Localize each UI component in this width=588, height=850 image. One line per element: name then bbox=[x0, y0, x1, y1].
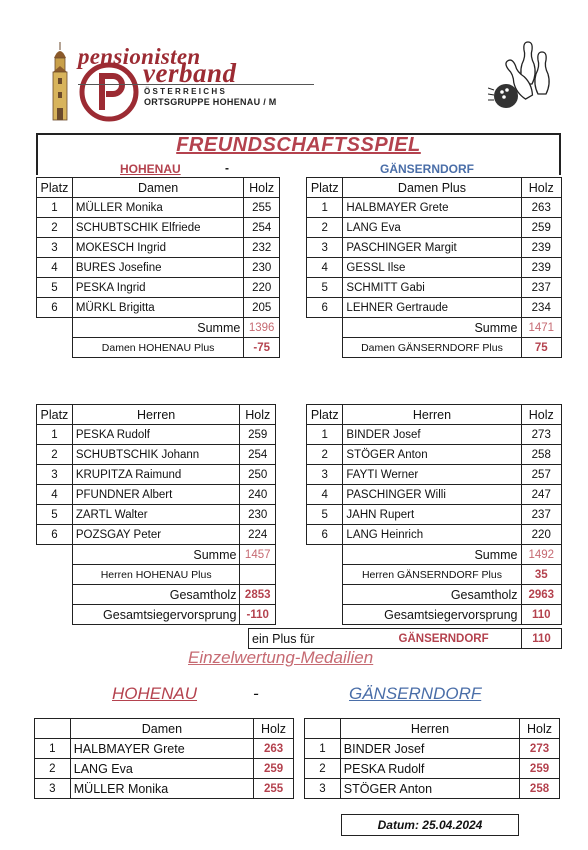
col-holz: Holz bbox=[254, 719, 294, 739]
table-row bbox=[37, 298, 280, 318]
col-name: Herren bbox=[72, 405, 240, 425]
plus-label: Herren HOHENAU Plus bbox=[72, 565, 240, 585]
name-cell: FAYTI Werner bbox=[343, 465, 521, 485]
col-holz: Holz bbox=[521, 178, 561, 198]
table-row bbox=[307, 218, 562, 238]
platz-cell: 4 bbox=[37, 485, 73, 505]
sum-row bbox=[37, 545, 276, 565]
name-cell: MÜLLER Monika bbox=[72, 198, 243, 218]
col-holz: Holz bbox=[521, 405, 561, 425]
table-header-row bbox=[37, 405, 276, 425]
col-platz: Platz bbox=[307, 178, 343, 198]
name-cell: LANG Eva bbox=[70, 759, 253, 779]
name-cell: ZARTL Walter bbox=[72, 505, 240, 525]
table-row bbox=[35, 779, 294, 799]
table-row bbox=[37, 198, 280, 218]
holz-cell: 232 bbox=[244, 238, 280, 258]
plus-value bbox=[240, 565, 276, 585]
holz-cell: 250 bbox=[240, 465, 276, 485]
pv-logo-icon bbox=[78, 62, 140, 122]
plus-value: -75 bbox=[244, 338, 280, 358]
team-separator: - bbox=[225, 161, 229, 175]
result-label: ein Plus für bbox=[249, 629, 367, 649]
name-cell: LEHNER Gertraude bbox=[343, 298, 521, 318]
table-row bbox=[305, 759, 560, 779]
col-holz: Holz bbox=[240, 405, 276, 425]
name-cell: STÖGER Anton bbox=[343, 445, 521, 465]
logo-word-verband: verband bbox=[143, 58, 237, 88]
platz-cell: 2 bbox=[37, 445, 73, 465]
name-cell: SCHUBTSCHIK Johann bbox=[72, 445, 240, 465]
plus-row bbox=[307, 338, 562, 358]
holz-cell: 263 bbox=[254, 739, 294, 759]
table-header-row bbox=[305, 719, 560, 739]
name-cell: MÜRKL Brigitta bbox=[72, 298, 243, 318]
table-row bbox=[35, 759, 294, 779]
holz-cell: 273 bbox=[520, 739, 560, 759]
sieger-label: Gesamtsiegervorsprung bbox=[72, 605, 240, 625]
gesamtholz-value: 2963 bbox=[521, 585, 561, 605]
gesamtholz-row bbox=[37, 585, 276, 605]
col-name: Herren bbox=[340, 719, 519, 739]
holz-cell: 259 bbox=[520, 759, 560, 779]
rank-cell: 2 bbox=[305, 759, 341, 779]
table-row bbox=[307, 198, 562, 218]
col-rank bbox=[305, 719, 341, 739]
platz-cell: 3 bbox=[37, 465, 73, 485]
logo-branch: ORTSGRUPPE HOHENAU / M bbox=[144, 97, 277, 107]
table-row bbox=[37, 238, 280, 258]
platz-cell: 6 bbox=[37, 298, 73, 318]
holz-cell: 224 bbox=[240, 525, 276, 545]
holz-cell: 239 bbox=[521, 238, 561, 258]
table-row bbox=[305, 739, 560, 759]
rank-cell: 1 bbox=[305, 739, 341, 759]
damen-right-table bbox=[306, 177, 562, 358]
platz-cell: 1 bbox=[37, 425, 73, 445]
platz-cell: 4 bbox=[307, 485, 343, 505]
sieger-value: 110 bbox=[521, 605, 561, 625]
platz-cell: 1 bbox=[307, 198, 343, 218]
plus-label: Herren GÄNSERNDORF Plus bbox=[343, 565, 521, 585]
sieger-value: -110 bbox=[240, 605, 276, 625]
table-row bbox=[35, 739, 294, 759]
holz-cell: 273 bbox=[521, 425, 561, 445]
holz-cell: 239 bbox=[521, 258, 561, 278]
col-holz: Holz bbox=[520, 719, 560, 739]
holz-cell: 259 bbox=[240, 425, 276, 445]
name-cell: PESKA Rudolf bbox=[72, 425, 240, 445]
name-cell: GESSL Ilse bbox=[343, 258, 521, 278]
sum-label: Summe bbox=[343, 318, 521, 338]
holz-cell: 220 bbox=[521, 525, 561, 545]
medals-right-table bbox=[304, 718, 560, 799]
name-cell: PESKA Ingrid bbox=[72, 278, 243, 298]
table-row bbox=[307, 525, 562, 545]
sum-label: Summe bbox=[72, 545, 240, 565]
rank-cell: 1 bbox=[35, 739, 71, 759]
table-row bbox=[307, 505, 562, 525]
table-row bbox=[305, 779, 560, 799]
name-cell: SCHUBTSCHIK Elfriede bbox=[72, 218, 243, 238]
name-cell: STÖGER Anton bbox=[340, 779, 519, 799]
sieger-row bbox=[307, 605, 562, 625]
name-cell: MÜLLER Monika bbox=[70, 779, 253, 799]
sum-row bbox=[307, 545, 562, 565]
logo-country: ÖSTERREICHS bbox=[144, 87, 228, 96]
name-cell: PFUNDNER Albert bbox=[72, 485, 240, 505]
name-cell: BINDER Josef bbox=[343, 425, 521, 445]
holz-cell: 237 bbox=[521, 278, 561, 298]
sum-label: Summe bbox=[343, 545, 521, 565]
bowling-icon bbox=[488, 38, 554, 110]
table-row bbox=[37, 258, 280, 278]
name-cell: PASCHINGER Margit bbox=[343, 238, 521, 258]
sum-label: Summe bbox=[72, 318, 243, 338]
holz-cell: 254 bbox=[240, 445, 276, 465]
table-row bbox=[307, 445, 562, 465]
platz-cell: 2 bbox=[307, 218, 343, 238]
col-platz: Platz bbox=[37, 405, 73, 425]
result-team: GÄNSERNDORF bbox=[366, 629, 522, 649]
holz-cell: 205 bbox=[244, 298, 280, 318]
sum-value: 1396 bbox=[244, 318, 280, 338]
plus-value: 35 bbox=[521, 565, 561, 585]
table-row bbox=[37, 525, 276, 545]
holz-cell: 230 bbox=[244, 258, 280, 278]
sum-value: 1457 bbox=[240, 545, 276, 565]
col-name: Damen bbox=[70, 719, 253, 739]
gesamtholz-value: 2853 bbox=[240, 585, 276, 605]
platz-cell: 3 bbox=[307, 238, 343, 258]
medals-team-separator: - bbox=[253, 684, 259, 703]
medals-team-right: GÄNSERNDORF bbox=[349, 684, 482, 703]
plus-value: 75 bbox=[521, 338, 561, 358]
platz-cell: 6 bbox=[307, 298, 343, 318]
table-header-row bbox=[307, 405, 562, 425]
medals-team-left: HOHENAU bbox=[112, 684, 198, 703]
plus-row bbox=[307, 565, 562, 585]
rank-cell: 3 bbox=[35, 779, 71, 799]
sum-value: 1492 bbox=[521, 545, 561, 565]
table-row bbox=[307, 425, 562, 445]
medals-title: Einzelwertung-Medailien bbox=[188, 648, 374, 667]
name-cell: SCHMITT Gabi bbox=[343, 278, 521, 298]
table-row bbox=[307, 298, 562, 318]
platz-cell: 5 bbox=[37, 505, 73, 525]
sum-value: 1471 bbox=[521, 318, 561, 338]
platz-cell: 5 bbox=[307, 505, 343, 525]
name-cell: BINDER Josef bbox=[340, 739, 519, 759]
name-cell: HALBMAYER Grete bbox=[70, 739, 253, 759]
medals-left-table bbox=[34, 718, 294, 799]
rank-cell: 2 bbox=[35, 759, 71, 779]
platz-cell: 3 bbox=[37, 238, 73, 258]
holz-cell: 259 bbox=[254, 759, 294, 779]
table-row bbox=[37, 445, 276, 465]
holz-cell: 263 bbox=[521, 198, 561, 218]
holz-cell: 254 bbox=[244, 218, 280, 238]
gesamtholz-row bbox=[307, 585, 562, 605]
holz-cell: 255 bbox=[244, 198, 280, 218]
page-title: FREUNDSCHAFTSSPIEL bbox=[176, 134, 421, 156]
holz-cell: 240 bbox=[240, 485, 276, 505]
result-row bbox=[249, 629, 562, 649]
team-left-label: HOHENAU bbox=[120, 162, 181, 176]
name-cell: POZSGAY Peter bbox=[72, 525, 240, 545]
platz-cell: 3 bbox=[307, 465, 343, 485]
name-cell: LANG Eva bbox=[343, 218, 521, 238]
name-cell: HALBMAYER Grete bbox=[343, 198, 521, 218]
holz-cell: 259 bbox=[521, 218, 561, 238]
herren-left-table bbox=[36, 404, 276, 625]
platz-cell: 1 bbox=[37, 198, 73, 218]
name-cell: JAHN Rupert bbox=[343, 505, 521, 525]
col-name: Damen Plus bbox=[343, 178, 521, 198]
date-label: Datum: 25.04.2024 bbox=[341, 814, 519, 836]
platz-cell: 5 bbox=[37, 278, 73, 298]
table-row bbox=[307, 465, 562, 485]
sum-row bbox=[307, 318, 562, 338]
platz-cell: 4 bbox=[307, 258, 343, 278]
table-row bbox=[37, 465, 276, 485]
col-platz: Platz bbox=[37, 178, 73, 198]
platz-cell: 4 bbox=[37, 258, 73, 278]
logo-word-pensionisten: pensionisten bbox=[78, 44, 201, 69]
tower-icon bbox=[46, 42, 74, 122]
plus-row bbox=[37, 338, 280, 358]
col-platz: Platz bbox=[307, 405, 343, 425]
team-right-label: GÄNSERNDORF bbox=[380, 162, 475, 176]
holz-cell: 220 bbox=[244, 278, 280, 298]
rank-cell: 3 bbox=[305, 779, 341, 799]
col-rank bbox=[35, 719, 71, 739]
platz-cell: 5 bbox=[307, 278, 343, 298]
plus-label: Damen HOHENAU Plus bbox=[72, 338, 243, 358]
table-row bbox=[307, 238, 562, 258]
sieger-row bbox=[37, 605, 276, 625]
table-header-row bbox=[307, 178, 562, 198]
table-row bbox=[37, 485, 276, 505]
name-cell: BURES Josefine bbox=[72, 258, 243, 278]
table-row bbox=[37, 218, 280, 238]
holz-cell: 237 bbox=[521, 505, 561, 525]
col-name: Herren bbox=[343, 405, 521, 425]
table-header-row bbox=[35, 719, 294, 739]
table-row bbox=[307, 485, 562, 505]
name-cell: LANG Heinrich bbox=[343, 525, 521, 545]
col-holz: Holz bbox=[244, 178, 280, 198]
name-cell: PESKA Rudolf bbox=[340, 759, 519, 779]
col-name: Damen bbox=[72, 178, 243, 198]
table-row bbox=[37, 505, 276, 525]
gesamtholz-label: Gesamtholz bbox=[72, 585, 240, 605]
damen-left-table bbox=[36, 177, 280, 358]
holz-cell: 230 bbox=[240, 505, 276, 525]
plus-row bbox=[37, 565, 276, 585]
sieger-label: Gesamtsiegervorsprung bbox=[343, 605, 521, 625]
result-table bbox=[248, 628, 562, 649]
platz-cell: 1 bbox=[307, 425, 343, 445]
holz-cell: 234 bbox=[521, 298, 561, 318]
platz-cell: 2 bbox=[37, 218, 73, 238]
gesamtholz-label: Gesamtholz bbox=[343, 585, 521, 605]
platz-cell: 6 bbox=[37, 525, 73, 545]
platz-cell: 6 bbox=[307, 525, 343, 545]
holz-cell: 247 bbox=[521, 485, 561, 505]
table-header-row bbox=[37, 178, 280, 198]
table-row bbox=[307, 278, 562, 298]
sum-row bbox=[37, 318, 280, 338]
holz-cell: 258 bbox=[521, 445, 561, 465]
holz-cell: 258 bbox=[520, 779, 560, 799]
plus-label: Damen GÄNSERNDORF Plus bbox=[343, 338, 521, 358]
name-cell: KRUPITZA Raimund bbox=[72, 465, 240, 485]
table-row bbox=[37, 425, 276, 445]
name-cell: MOKESCH Ingrid bbox=[72, 238, 243, 258]
result-value: 110 bbox=[522, 629, 562, 649]
holz-cell: 255 bbox=[254, 779, 294, 799]
name-cell: PASCHINGER Willi bbox=[343, 485, 521, 505]
platz-cell: 2 bbox=[307, 445, 343, 465]
herren-right-table bbox=[306, 404, 562, 625]
holz-cell: 257 bbox=[521, 465, 561, 485]
table-row bbox=[37, 278, 280, 298]
table-row bbox=[307, 258, 562, 278]
